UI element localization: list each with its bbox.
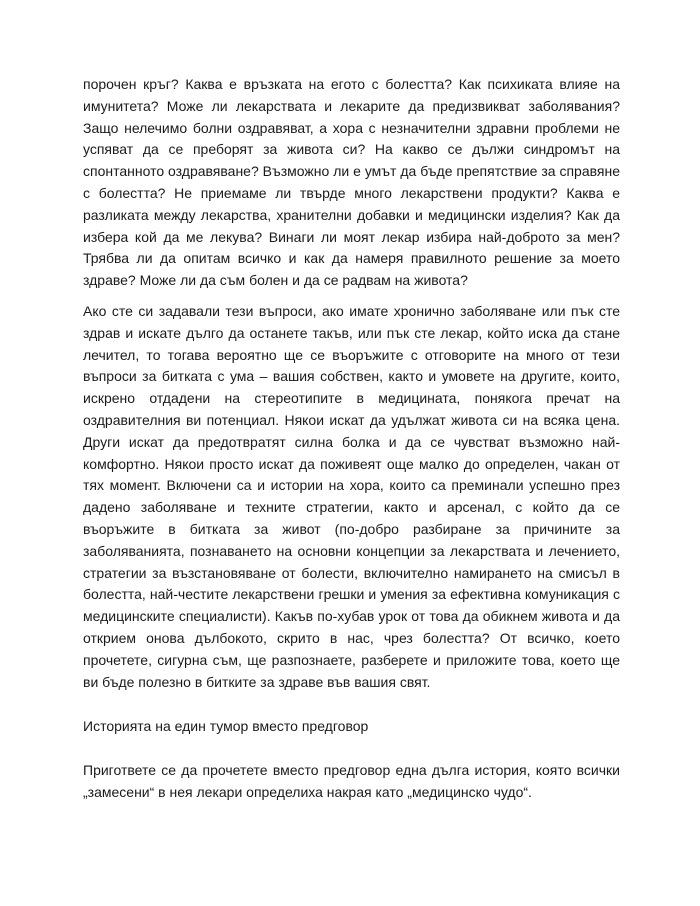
body-paragraph-3: Пригответе се да прочетете вместо предговор една дълга история, която всички „замесени“ в нея лекари определиха накрая като „медицинско чудо“. (83, 762, 620, 800)
body-paragraph-2: Ако сте си задавали тези въпроси, ако имате хронично заболяване или пък сте здрав и искате дълго да останете такъв, или пък сте лекар, който иска да стане лечител, то тогава вероятно ще се въоръжите с отговорите на много от тези въпроси за битката с ума – вашия собствен, както и умовете на другите, които, искрено отдадени на стереотипите в медицината, понякога пречат на оздравителния ви потенциал. Някои искат да удължат живота си на всяка цена. Други искат да предотвратят силна болка и да се чувстват възможно най-комфортно. Някои просто искат да поживеят още малко до определен, чакан от тях момент. Включени са и истории на хора, които са преминали успешно през дадено заболяване и техните стратегии, както и арсенал, с който да се въоръжите в битката за живот (по-добро разбиране за причините за заболяванията, познаването на основни концепции за лекарствата и лечението, стратегии за възстановяване от болести, включително намирането на смисъл в болестта, най-честите лекарствени грешки и умения за ефективна комуникация с медицинските специалисти). Какъв по-хубав урок от това да обикнем живота и да открием онова дълбокото, скрито в нас, чрез болестта? От всичко, което прочетете, сигурна съм, ще разпознаете, разберете и приложите това, което ще ви бъде полезно в битките за здраве във вашия свят. (83, 302, 620, 690)
section-heading: Историята на един тумор вместо предговор (83, 718, 369, 734)
document-page (83, 74, 620, 800)
body-paragraph-1: порочен кръг? Каква е връзката на егото с болестта? Как психиката влияе на имунитета? Може ли лекарствата и лекарите да предизвикват заболявания? Защо нелечимо болни оздравяват, а хора с незначителни здравни проблеми не успяват да се преборят за живота си? На какво се дължи синдромът на спонтанното оздравяване? Възможно ли е умът да бъде препятствие за справяне с болестта? Не приемаме ли твърде много лекарствени продукти? Каква е разликата между лекарства, хранителни добавки и медицински изделия? Как да избера кой да ме лекува? Винаги ли моят лекар избира най-доброто за мен? Трябва ли да опитам всичко и как да намеря правилното решение за моето здраве? Може ли да съм болен и да се радвам на живота? (83, 76, 620, 289)
